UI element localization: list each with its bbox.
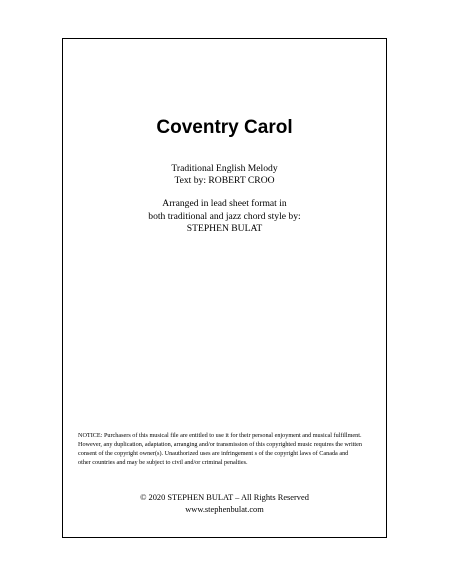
melody-credit: Traditional English Melody <box>171 163 278 174</box>
notice-line-2: However, any duplication, adaptation, arranging and/or transmission of this copyrighted music requires the written <box>78 440 362 448</box>
copyright-notice <box>78 432 374 468</box>
notice-line-3: consent of the copyright owner(s). Unauthorized uses are infringement s of the copyright laws of Canada and <box>78 449 349 457</box>
notice-line-1: NOTICE: Purchasers of this musical file are entitled to use it for their personal enjoyment and musical fulfillment. <box>78 432 362 439</box>
arranger-name: STEPHEN BULAT <box>186 222 263 234</box>
arranger-line-1: Arranged in lead sheet format in <box>162 198 287 210</box>
credits-spacer <box>63 187 386 198</box>
page-border <box>62 38 387 538</box>
song-title: Coventry Carol <box>156 117 293 138</box>
lyricist-credit: Text by: ROBERT CROO <box>174 175 275 187</box>
credits-block <box>63 163 386 235</box>
notice-line-4: other countries and may be subject to civil and/or criminal penalties. <box>78 458 248 466</box>
copyright-footer <box>63 492 386 515</box>
copyright-line: © 2020 STEPHEN BULAT – All Rights Reserved <box>140 493 309 502</box>
arranger-line-2: both traditional and jazz chord style by: <box>148 210 301 222</box>
website-link[interactable]: www.stephenbulat.com <box>185 504 264 514</box>
